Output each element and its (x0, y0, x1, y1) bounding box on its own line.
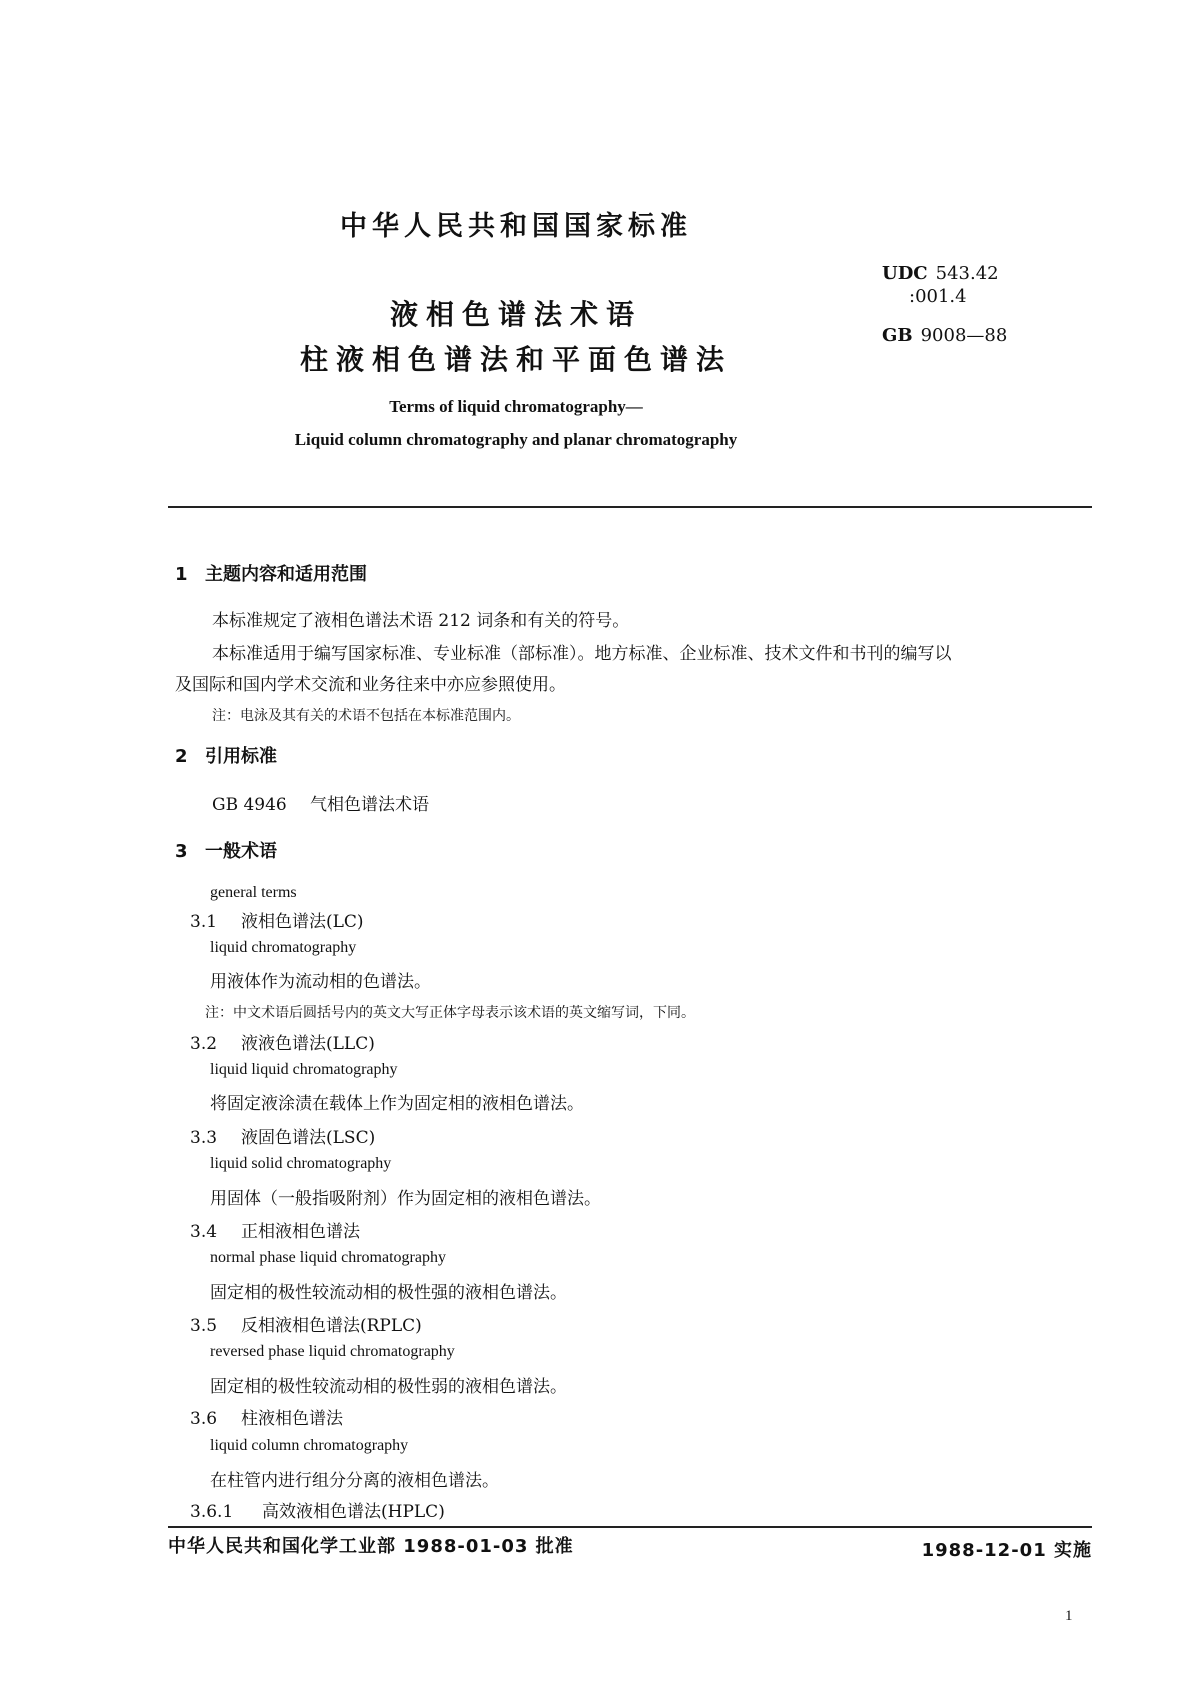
term-3-5 (190, 1311, 422, 1336)
section-number: 1 (175, 564, 188, 585)
gb-number: 9008—88 (920, 325, 1008, 346)
reference-title: 气相色谱法术语 (310, 795, 429, 815)
section-1-note: 注：电泳及其有关的术语不包括在本标准范围内。 (212, 708, 520, 724)
term-zh: 柱液相色谱法 (241, 1409, 343, 1429)
section-title: 一般术语 (205, 841, 277, 862)
term-zh: 高效液相色谱法(HPLC) (262, 1502, 445, 1522)
reference-code: GB 4946 (212, 795, 287, 815)
term-zh: 液相色谱法(LC) (241, 912, 364, 932)
term-number: 3.4 (190, 1222, 218, 1242)
term-3-1-english: liquid chromatography (210, 939, 357, 956)
reference-item (212, 790, 429, 815)
term-3-3 (190, 1123, 375, 1148)
term-number: 3.2 (190, 1034, 218, 1054)
term-zh: 液液色谱法(LLC) (241, 1034, 375, 1054)
title-en-line1: Terms of liquid chromatography— (389, 397, 643, 416)
term-3-6-english: liquid column chromatography (210, 1437, 409, 1454)
term-3-3-english: liquid solid chromatography (210, 1155, 392, 1172)
gb-label: GB (882, 325, 913, 346)
term-zh: 液固色谱法(LSC) (241, 1128, 376, 1148)
term-3-6-definition: 在柱管内进行组分分离的液相色谱法。 (210, 1471, 499, 1491)
term-3-6-1 (190, 1497, 445, 1522)
section-2-heading (175, 742, 277, 768)
section-1-paragraph-1: 本标准规定了液相色谱法术语 212 词条和有关的符号。 (212, 611, 630, 631)
section-title: 主题内容和适用范围 (205, 564, 367, 585)
term-3-4-english: normal phase liquid chromatography (210, 1249, 446, 1266)
approval-line: 中华人民共和国化学工业部 1988-01-03 批准 (168, 1536, 574, 1557)
udc-number: 543.42 (935, 263, 999, 284)
title-zh-line1: 液相色谱法术语 (389, 298, 642, 331)
term-3-1-note: 注：中文术语后圆括号内的英文大写正体字母表示该术语的英文缩写词，下同。 (205, 1005, 695, 1021)
title-zh-line2: 柱液相色谱法和平面色谱法 (299, 343, 732, 376)
term-number: 3.5 (190, 1316, 218, 1336)
section-3-english: general terms (210, 884, 297, 901)
term-number: 3.1 (190, 912, 218, 932)
footer-divider (168, 1526, 1092, 1528)
term-3-2-english: liquid liquid chromatography (210, 1061, 398, 1078)
term-3-5-english: reversed phase liquid chromatography (210, 1343, 455, 1360)
term-number: 3.3 (190, 1128, 218, 1148)
term-3-2-definition: 将固定液涂渍在载体上作为固定相的液相色谱法。 (210, 1094, 584, 1114)
section-number: 3 (175, 841, 188, 862)
term-3-4-definition: 固定相的极性较流动相的极性强的液相色谱法。 (210, 1283, 567, 1303)
page-number: 1 (1065, 1608, 1073, 1624)
udc-suffix: :001.4 (909, 286, 967, 307)
term-3-5-definition: 固定相的极性较流动相的极性弱的液相色谱法。 (210, 1377, 567, 1397)
term-3-4 (190, 1217, 360, 1242)
implementation-date: 1988-12-01 实施 (921, 1540, 1092, 1561)
term-3-2 (190, 1029, 375, 1054)
term-3-1-definition: 用液体作为流动相的色谱法。 (210, 972, 431, 992)
term-zh: 反相液相色谱法(RPLC) (241, 1316, 422, 1336)
section-1-paragraph-2b: 及国际和国内学术交流和业务往来中亦应参照使用。 (175, 675, 566, 695)
section-3-heading (175, 837, 277, 863)
term-3-1 (190, 907, 364, 932)
udc-label: UDC (882, 263, 928, 284)
section-number: 2 (175, 746, 188, 767)
section-1-paragraph-2a: 本标准适用于编写国家标准、专业标准（部标准）。地方标准、企业标准、技术文件和书刊的编写以 (212, 644, 952, 664)
term-3-6 (190, 1404, 343, 1429)
term-number: 3.6.1 (190, 1502, 234, 1522)
term-zh: 正相液相色谱法 (241, 1222, 360, 1242)
term-3-3-definition: 用固体（一般指吸附剂）作为固定相的液相色谱法。 (210, 1189, 601, 1209)
section-title: 引用标准 (205, 746, 277, 767)
header-divider (168, 506, 1092, 508)
section-1-heading (175, 560, 367, 586)
national-standard-header: 中华人民共和国国家标准 (340, 211, 692, 242)
term-number: 3.6 (190, 1409, 218, 1429)
title-en-line2: Liquid column chromatography and planar chromatography (294, 430, 738, 449)
